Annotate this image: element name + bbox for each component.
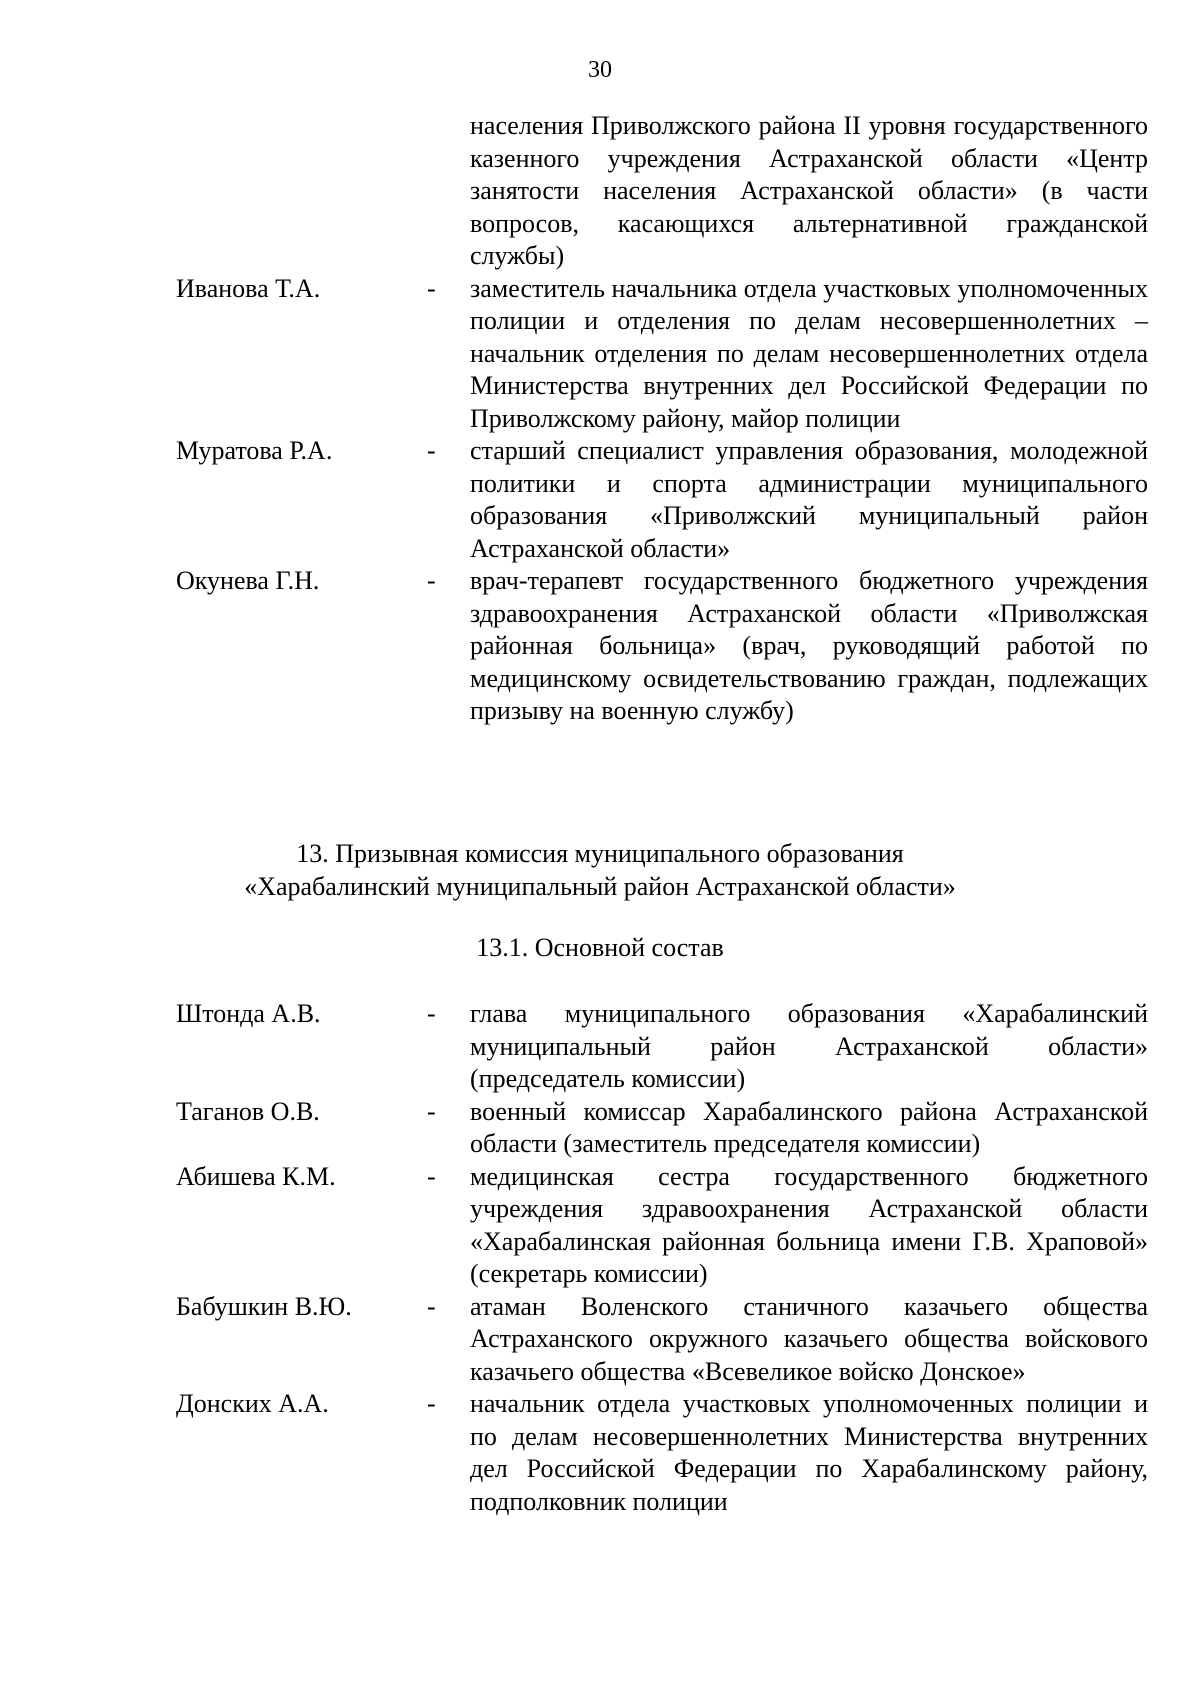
member-name: Бабушкин В.Ю. — [176, 1291, 352, 1321]
list-item — [0, 565, 1200, 728]
member-description: начальник отдела участковых уполномоченных полиции и по делам несовершеннолетних Министерства внутренних дел Российской Федерации по Харабалинскому району, подполковник полиции — [470, 1389, 1148, 1516]
member-name: Донских А.А. — [176, 1389, 329, 1418]
section-heading — [0, 838, 1200, 903]
list-item — [0, 273, 1200, 436]
dash-separator: - — [427, 1161, 436, 1191]
member-description: атаман Воленского станичного казачьего общества Астраханского окружного казачьего общества войскового казачьего общества «Всевеликое войско Донское» — [470, 1291, 1148, 1386]
list-item — [0, 110, 1200, 273]
member-description: военный комиссар Харабалинского района Астраханской области (заместитель председателя комиссии) — [470, 1096, 1148, 1158]
dash-separator: - — [427, 1291, 436, 1321]
member-list-block-2 — [0, 998, 1200, 1518]
member-name: Окунева Г.Н. — [176, 566, 320, 595]
dash-separator: - — [427, 566, 436, 595]
member-description: медицинская сестра государственного бюджетного учреждения здравоохранения Астраханской области «Харабалинская районная больница имени Г.В. Храповой» (секретарь комиссии) — [470, 1161, 1148, 1288]
list-item — [0, 1096, 1200, 1161]
list-item — [0, 998, 1200, 1096]
member-description: населения Приволжского района II уровня государственного казенного учреждения Астраханской области «Центр занятости населения Астраханской области» (в части вопросов, касающихся альтернативной гражданской службы) — [470, 111, 1148, 270]
list-item — [0, 1388, 1200, 1518]
dash-separator: - — [427, 1096, 436, 1126]
dash-separator: - — [427, 273, 436, 303]
subsection-heading: 13.1. Основной состав — [476, 933, 724, 962]
section-heading-line-1: 13. Призывная комиссия муниципального образования — [296, 839, 904, 868]
list-item — [0, 435, 1200, 565]
member-list-block-1 — [0, 110, 1200, 728]
dash-separator: - — [427, 436, 436, 465]
section-heading-line-2: «Харабалинский муниципальный район Астраханской области» — [244, 871, 956, 901]
member-name: Абишева К.М. — [176, 1161, 336, 1191]
member-name: Таганов О.В. — [176, 1096, 320, 1126]
dash-separator: - — [427, 999, 436, 1028]
dash-separator: - — [427, 1389, 436, 1418]
member-description: старший специалист управления образования, молодежной политики и спорта администрации муниципального образования «Приволжский муниципальный район Астраханской области» — [470, 436, 1148, 563]
member-description: заместитель начальника отдела участковых уполномоченных полиции и отделения по делам несовершеннолетних – начальник отделения по делам несовершеннолетних отдела Министерства внутренних дел Российской Федерации по Приволжскому району, майор полиции — [470, 273, 1148, 433]
member-name: Иванова Т.А. — [176, 273, 321, 303]
member-description: глава муниципального образования «Харабалинский муниципальный район Астраханской области» (председатель комиссии) — [470, 999, 1148, 1093]
member-name: Муратова Р.А. — [176, 436, 333, 465]
member-description: врач-терапевт государственного бюджетного учреждения здравоохранения Астраханской области «Приволжская районная больница» (врач, руководящий работой по медицинскому освидетельствованию граждан, подлежащих призыву на военную службу) — [470, 566, 1148, 725]
list-item — [0, 1291, 1200, 1389]
page-number: 30 — [588, 57, 612, 83]
list-item — [0, 1161, 1200, 1291]
member-name: Штонда А.В. — [176, 999, 321, 1028]
